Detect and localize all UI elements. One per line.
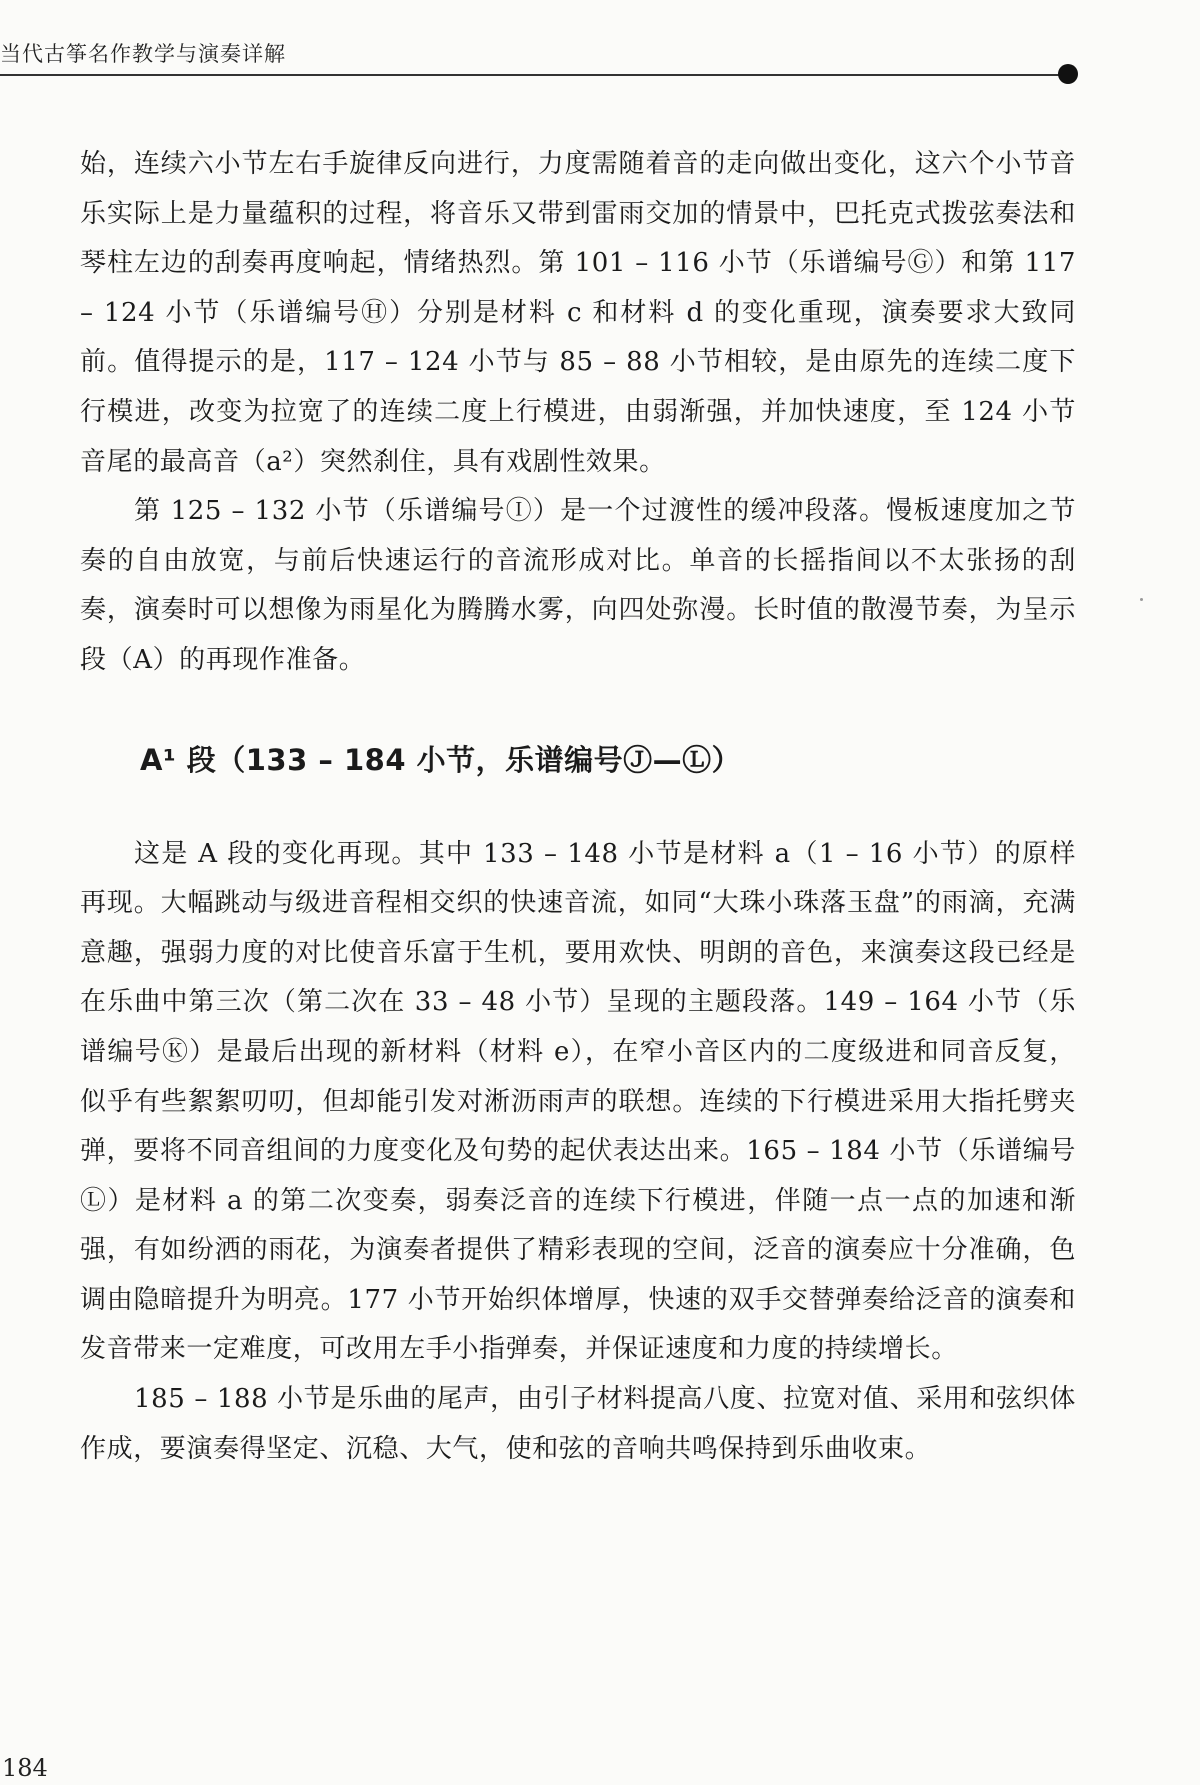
header-rule <box>0 74 1068 76</box>
paragraph-recapitulation: 这是 A 段的变化再现。其中 133 – 148 小节是材料 a（1 – 16 小节）的原样再现。大幅跳动与级进音程相交织的快速音流，如同“大珠小珠落玉盘”的雨滴，充满意趣，强弱力度的对比使音乐富于生机，要用欢快、明朗的音色，来演奏这段已经是在乐曲中第三次（第二次在 33 – 48 小节）呈现的主题段落。149 – 164 小节（乐谱编号Ⓚ）是最后出现的新材料（材料 e），在窄小音区内的二度级进和同音反复，似乎有些絮絮叨叨，但却能引发对淅沥雨声的联想。连续的下行模进采用大指托劈夹弹，要将不同音组间的力度变化及句势的起伏表达出来。165 – 184 小节（乐谱编号Ⓛ）是材料 a 的第二次变奏，弱奏泛音的连续下行模进，伴随一点一点的加速和渐强，有如纷洒的雨花，为演奏者提供了精彩表现的空间，泛音的演奏应十分准确，色调由隐暗提升为明亮。177 小节开始织体增厚，快速的双手交替弹奏给泛音的演奏和发音带来一定难度，可改用左手小指弹奏，并保证速度和力度的持续增长。 <box>80 838 1076 1365</box>
running-header <box>0 38 1080 78</box>
page-number: 184 <box>2 1754 48 1782</box>
paragraph-transition: 第 125 – 132 小节（乐谱编号Ⓘ）是一个过渡性的缓冲段落。慢板速度加之节奏的自由放宽，与前后快速运行的音流形成对比。单音的长摇指间以不太张扬的刮奏，演奏时可以想像为雨星化为腾腾水雾，向四处弥漫。长时值的散漫节奏，为呈示段（A）的再现作准备。 <box>80 496 1076 675</box>
book-title: 当代古筝名作教学与演奏详解 <box>0 42 286 66</box>
page-body <box>80 140 1076 1474</box>
section-heading: A¹ 段（133 – 184 小节，乐谱编号Ⓙ—Ⓛ） <box>140 742 742 777</box>
header-bullet-icon <box>1058 64 1078 84</box>
margin-mark <box>1140 598 1143 601</box>
paragraph-continued: 始，连续六小节左右手旋律反向进行，力度需随着音的走向做出变化，这六个小节音乐实际上是力量蕴积的过程，将音乐又带到雷雨交加的情景中，巴托克式拨弦奏法和琴柱左边的刮奏再度响起，情绪热烈。第 101 – 116 小节（乐谱编号Ⓖ）和第 117 – 124 小节（乐谱编号Ⓗ）分别是材料 c 和材料 d 的变化重现，演奏要求大致同前。值得提示的是，117 – 124 小节与 85 – 88 小节相较，是由原先的连续二度下行模进，改变为拉宽了的连续二度上行模进，由弱渐强，并加快速度，至 124 小节音尾的最高音（a²）突然刹住，具有戏剧性效果。 <box>80 149 1076 477</box>
paragraph-coda: 185 – 188 小节是乐曲的尾声，由引子材料提高八度、拉宽对值、采用和弦织体作成，要演奏得坚定、沉稳、大气，使和弦的音响共鸣保持到乐曲收束。 <box>80 1384 1076 1464</box>
